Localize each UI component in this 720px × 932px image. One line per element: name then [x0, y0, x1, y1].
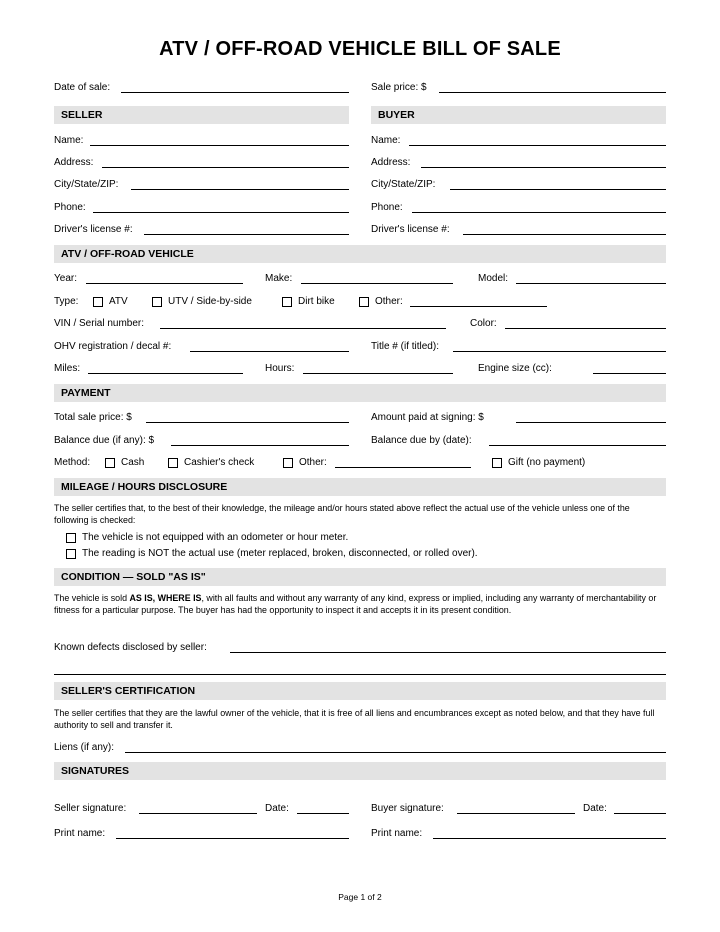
buyer-date-label: Date:	[583, 803, 607, 814]
color-field[interactable]	[505, 317, 666, 329]
engine-field[interactable]	[593, 362, 666, 374]
seller-date-label: Date:	[265, 803, 289, 814]
year-make-model-row	[54, 272, 666, 288]
ohv-field[interactable]	[190, 340, 349, 352]
type-utv-label: UTV / Side-by-side	[168, 296, 252, 307]
method-row	[54, 456, 666, 472]
amount-paid-label: Amount paid at signing: $	[371, 412, 484, 423]
payment-section-header	[54, 384, 666, 402]
no-odometer-checkbox[interactable]	[66, 533, 76, 543]
seller-print-name-label: Print name:	[54, 828, 106, 839]
type-label: Type:	[54, 296, 79, 307]
liens-label: Liens (if any):	[54, 742, 115, 753]
buyer-address-field[interactable]	[421, 156, 666, 168]
mileage-disclosure-text: The seller certifies that, to the best of their knowledge, the mileage and/or hours stated above reflect the actual use of the vehicle unless one of the following is checked:	[54, 503, 630, 525]
cashiers-check-checkbox[interactable]	[168, 458, 178, 468]
vin-label: VIN / Serial number:	[54, 318, 145, 329]
buyer-license-field[interactable]	[463, 223, 666, 235]
defects-extra-field[interactable]	[54, 663, 666, 675]
seller-signature-label: Seller signature:	[54, 803, 127, 814]
type-other-checkbox[interactable]	[359, 297, 369, 307]
balance-by-label: Balance due by (date):	[371, 435, 472, 446]
seller-section-title: SELLER	[61, 109, 103, 121]
ohv-title-row	[54, 340, 666, 356]
seller-address-field[interactable]	[102, 156, 349, 168]
print-name-row	[54, 827, 666, 843]
name-row	[54, 134, 666, 150]
page-number: Page 1 of 2	[338, 892, 382, 902]
buyer-license-label: Driver's license #:	[371, 224, 450, 235]
title-number-field[interactable]	[453, 340, 666, 352]
cashiers-check-label: Cashier's check	[184, 457, 255, 468]
vehicle-section-title: ATV / OFF-ROAD VEHICLE	[61, 248, 194, 260]
amount-paid-field[interactable]	[516, 411, 666, 423]
balance-label: Balance due (if any): $	[54, 435, 155, 446]
condition-section-header	[54, 568, 666, 586]
sale-price-label: Sale price: $	[371, 82, 427, 93]
mileage-section-title: MILEAGE / HOURS DISCLOSURE	[61, 481, 228, 493]
miles-field[interactable]	[88, 362, 243, 374]
form-title: ATV / OFF-ROAD VEHICLE BILL OF SALE	[159, 38, 561, 60]
buyer-city-label: City/State/ZIP:	[371, 179, 436, 190]
year-label: Year:	[54, 273, 77, 284]
license-row	[54, 223, 666, 239]
cash-checkbox[interactable]	[105, 458, 115, 468]
type-dirt-bike-label: Dirt bike	[298, 296, 335, 307]
date-of-sale-field[interactable]	[121, 81, 349, 93]
buyer-signature-field[interactable]	[457, 802, 575, 814]
top-fields-row	[54, 81, 666, 97]
buyer-section-header	[371, 106, 666, 124]
total-price-field[interactable]	[146, 411, 349, 423]
make-label: Make:	[265, 273, 293, 284]
vin-row	[54, 317, 666, 333]
certification-section-title: SELLER'S CERTIFICATION	[61, 685, 196, 697]
seller-print-name-field[interactable]	[116, 827, 349, 839]
signatures-section-header	[54, 762, 666, 780]
balance-by-field[interactable]	[489, 434, 666, 446]
mileage-option-2	[54, 547, 666, 563]
no-odometer-label: The vehicle is not equipped with an odometer or hour meter.	[82, 532, 349, 543]
miles-hours-row	[54, 362, 666, 378]
buyer-print-name-field[interactable]	[433, 827, 666, 839]
cash-label: Cash	[121, 457, 145, 468]
seller-section-header	[54, 106, 349, 124]
balance-row	[54, 434, 666, 450]
sale-price-field[interactable]	[439, 81, 666, 93]
buyer-name-label: Name:	[371, 135, 401, 146]
buyer-date-field[interactable]	[614, 802, 666, 814]
gift-checkbox[interactable]	[492, 458, 502, 468]
buyer-print-name-label: Print name:	[371, 828, 423, 839]
buyer-phone-label: Phone:	[371, 202, 403, 213]
condition-text-post: , with all faults and without any warranty of any kind, express or implied, including any warranty of merchantability or fitness for a particular purpose. The buyer has had the opportunity to inspect it and accepts it in its present condition.	[54, 593, 657, 615]
liens-row	[54, 741, 666, 757]
condition-text	[54, 593, 666, 616]
signatures-section-title: SIGNATURES	[61, 765, 130, 777]
seller-phone-label: Phone:	[54, 202, 86, 213]
seller-date-field[interactable]	[297, 802, 349, 814]
condition-text-pre: The vehicle is sold	[54, 593, 130, 603]
ohv-label: OHV registration / decal #:	[54, 341, 172, 352]
model-field[interactable]	[516, 272, 666, 284]
color-label: Color:	[470, 318, 497, 329]
buyer-signature-label: Buyer signature:	[371, 803, 444, 814]
buyer-section-title: BUYER	[378, 109, 415, 121]
seller-license-field[interactable]	[144, 223, 349, 235]
type-row	[54, 295, 666, 311]
buyer-name-field[interactable]	[409, 134, 666, 146]
method-label: Method:	[54, 457, 91, 468]
type-dirt-bike-checkbox[interactable]	[282, 297, 292, 307]
as-is-emphasis: AS IS, WHERE IS	[129, 593, 202, 603]
liens-field[interactable]	[125, 741, 666, 753]
type-atv-checkbox[interactable]	[93, 297, 103, 307]
not-actual-checkbox[interactable]	[66, 549, 76, 559]
condition-section-title: CONDITION — SOLD "AS IS"	[61, 571, 206, 583]
buyer-city-field[interactable]	[450, 178, 666, 190]
seller-city-label: City/State/ZIP:	[54, 179, 119, 190]
defects-extra-row	[54, 663, 666, 679]
model-label: Model:	[478, 273, 509, 284]
seller-address-label: Address:	[54, 157, 94, 168]
vin-field[interactable]	[160, 317, 446, 329]
seller-name-field[interactable]	[90, 134, 349, 146]
mileage-option-1	[54, 531, 666, 547]
signature-row	[54, 802, 666, 818]
hours-label: Hours:	[265, 363, 295, 374]
not-actual-label: The reading is NOT the actual use (meter replaced, broken, disconnected, or rolled over).	[82, 548, 478, 559]
date-of-sale-label: Date of sale:	[54, 82, 111, 93]
other-method-checkbox[interactable]	[283, 458, 293, 468]
gift-label: Gift (no payment)	[508, 457, 586, 468]
seller-phone-field[interactable]	[93, 201, 349, 213]
address-row	[54, 156, 666, 172]
miles-label: Miles:	[54, 363, 81, 374]
defects-field[interactable]	[230, 641, 666, 653]
seller-signature-field[interactable]	[139, 802, 257, 814]
city-row	[54, 178, 666, 194]
hours-field[interactable]	[303, 362, 453, 374]
make-field[interactable]	[301, 272, 453, 284]
other-method-label: Other:	[299, 457, 327, 468]
mileage-section-header	[54, 478, 666, 496]
certification-section-header	[54, 682, 666, 700]
buyer-phone-field[interactable]	[412, 201, 666, 213]
phone-row	[54, 201, 666, 217]
defects-label: Known defects disclosed by seller:	[54, 642, 207, 653]
type-other-label: Other:	[375, 296, 403, 307]
seller-city-field[interactable]	[131, 178, 349, 190]
buyer-address-label: Address:	[371, 157, 411, 168]
certification-text: The seller certifies that they are the lawful owner of the vehicle, that it is free of all liens and encumbrances except as noted below, and that they have full authority to sell and transfer it.	[54, 708, 655, 730]
payment-section-title: PAYMENT	[61, 387, 111, 399]
type-atv-label: ATV	[109, 296, 128, 307]
seller-name-label: Name:	[54, 135, 84, 146]
type-other-field[interactable]	[410, 295, 547, 307]
balance-field[interactable]	[171, 434, 349, 446]
total-paid-row	[54, 411, 666, 427]
other-method-field[interactable]	[335, 456, 471, 468]
seller-license-label: Driver's license #:	[54, 224, 133, 235]
engine-label: Engine size (cc):	[478, 363, 552, 374]
year-field[interactable]	[86, 272, 243, 284]
type-utv-checkbox[interactable]	[152, 297, 162, 307]
defects-row	[54, 641, 666, 657]
title-number-label: Title # (if titled):	[371, 341, 439, 352]
vehicle-section-header	[54, 245, 666, 263]
total-price-label: Total sale price: $	[54, 412, 132, 423]
